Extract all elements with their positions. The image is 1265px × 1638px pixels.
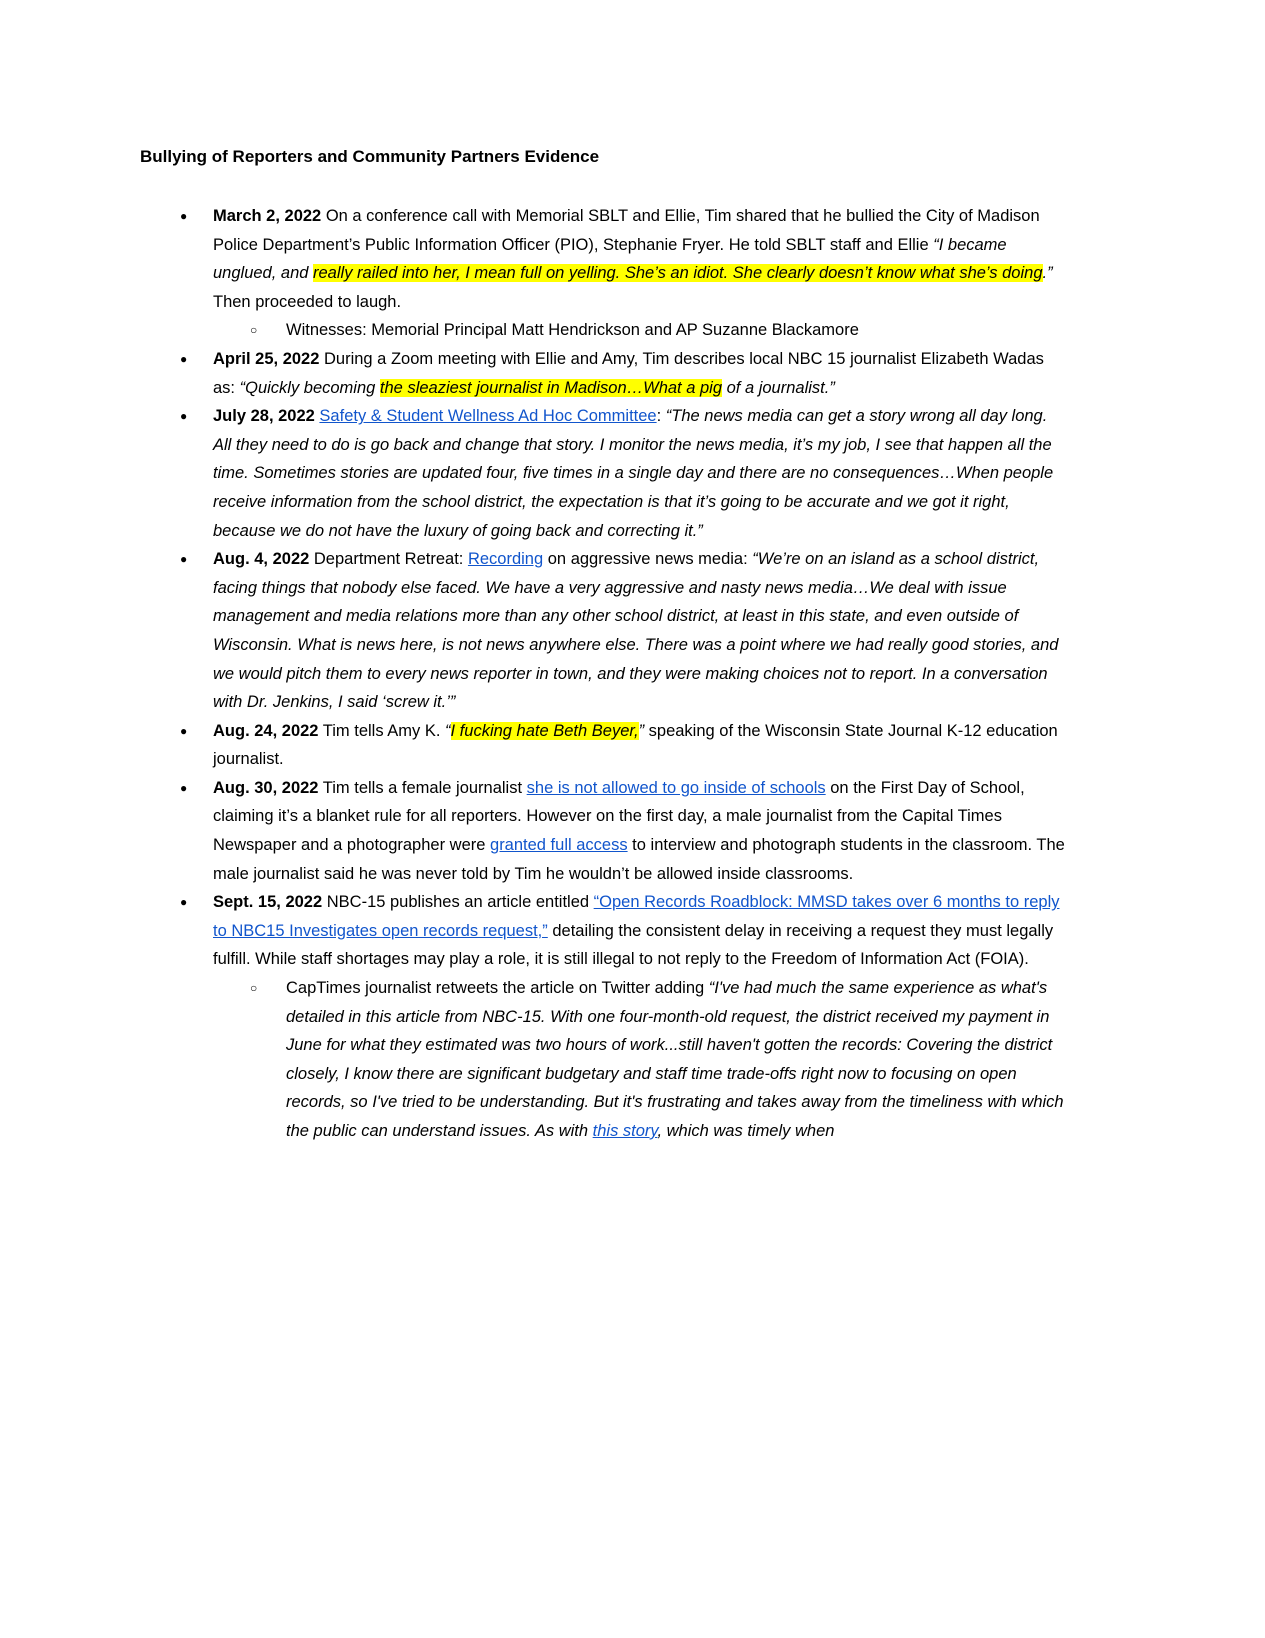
hyperlink[interactable]: this story: [592, 1122, 658, 1140]
text-segment: On a conference call with Memorial SBLT and Ellie, Tim shared that he bullied the City of Madison Police Department’s Public Information Officer (PIO), Stephanie Fryer. He told SBLT staff and Ellie: [213, 207, 1040, 254]
list-item-text: [286, 974, 1065, 1146]
text-segment: really railed into her, I mean full on yelling. She’s an idiot. She clearly doesn’t know what she’s doing: [313, 264, 1043, 283]
bullet-list: [140, 202, 1065, 1146]
bullet-marker: ●: [180, 723, 188, 738]
text-segment: “I've had much the same experience as what's detailed in this article from NBC-15. With one four-month-old request, the district received my payment in June for what they estimated was two hours of work...still haven't gotten the records: Covering the district closely, I know there are significant budgetary and staff time trade-offs right now to focusing on open records, so I've tried to be understanding. But it's frustrating and takes away from the timeliness with which the public can understand issues. As with: [286, 979, 1064, 1140]
bullet-marker: ●: [180, 780, 188, 795]
text-segment: of a journalist.”: [722, 378, 835, 397]
list-item: [140, 345, 1065, 402]
text-segment: Sept. 15, 2022: [213, 893, 323, 912]
text-segment: to interview and photograph students in the classroom. The male journalist said he was never told by Tim he wouldn’t be allowed inside classrooms.: [213, 836, 1065, 883]
text-segment: on aggressive news media:: [543, 550, 753, 569]
list-item-text: [213, 774, 1065, 888]
hyperlink[interactable]: granted full access: [490, 836, 628, 855]
list-item: [140, 888, 1065, 974]
text-segment: During a Zoom meeting with Ellie and Amy, Tim describes local NBC 15 journalist Elizabeth Wadas as:: [213, 349, 1044, 397]
bullet-marker: ●: [180, 895, 188, 910]
document-title: Bullying of Reporters and Community Partners Evidence: [140, 147, 600, 166]
text-segment: July 28, 2022: [213, 407, 315, 426]
bullet-marker: ●: [180, 351, 188, 366]
sub-bullet-marker: ○: [250, 323, 258, 338]
text-segment: ”: [638, 721, 645, 740]
text-segment: detailing the consistent delay in receiving a request they must legally fulfill. While staff shortages may play a role, it is still illegal to not reply to the Freedom of Information Act (FOIA).: [213, 921, 1054, 969]
list-item: [140, 402, 1065, 545]
list-item-text: [213, 717, 1065, 774]
text-segment: I fucking hate Beth Beyer,: [450, 721, 639, 740]
text-segment: Aug. 30, 2022: [213, 778, 319, 797]
text-segment: Tim tells Amy K.: [318, 721, 446, 740]
text-segment: “We’re on an island as a school district, facing things that nobody else faced. We have a very aggressive and nasty news media…We deal with issue management and media relations more than any other school district, at least in this state, and even outside of Wisconsin. What is news here, is not news anywhere else. There was a point where we had really good stories, and we would pitch them to every news reporter in town, and they were making choices not to report. In a conversation with Dr. Jenkins, I said ‘screw it.’”: [213, 550, 1059, 712]
hyperlink[interactable]: she is not allowed to go inside of schools: [526, 778, 826, 797]
bullet-marker: ●: [180, 209, 188, 223]
list-item: [140, 774, 1065, 888]
bullet-marker: ●: [180, 409, 188, 424]
list-item-text: [213, 345, 1065, 402]
text-segment: , which was timely when: [657, 1122, 835, 1140]
text-segment: March 2, 2022: [213, 207, 322, 225]
list-item-text: [286, 316, 1065, 345]
text-segment: CapTimes journalist retweets the article on Twitter adding: [286, 979, 709, 998]
text-segment: on the First Day of School, claiming it’s a blanket rule for all reporters. However on the first day, a male journalist from the Capital Times Newspaper and a photographer were: [213, 778, 1025, 855]
bullet-marker: ●: [180, 552, 188, 567]
text-segment: “I became unglued, and: [213, 235, 1007, 283]
text-segment: Tim tells a female journalist: [318, 778, 527, 797]
text-segment: April 25, 2022: [213, 349, 320, 368]
text-segment: Aug. 4, 2022: [213, 550, 310, 569]
hyperlink[interactable]: Safety & Student Wellness Ad Hoc Committee: [319, 407, 657, 426]
text-segment: Then proceeded to laugh.: [213, 292, 402, 311]
text-segment: NBC-15 publishes an article entitled: [322, 893, 594, 912]
text-segment: “The news media can get a story wrong all day long. All they need to do is go back and change that story. I monitor the news media, it’s my job, I see that happen all the time. Sometimes stories are updated four, five times in a single day and there are no consequences…When people receive information from the school district, the expectation is that it’s going to be accurate and we got it right, because we do not have the luxury of going back and correcting it.”: [213, 407, 1054, 540]
text-segment: Witnesses: Memorial Principal Matt Hendrickson and AP Suzanne Blackamore: [286, 321, 859, 340]
text-segment: “Quickly becoming: [239, 378, 380, 397]
text-segment: “: [445, 721, 451, 740]
text-segment: Department Retreat:: [309, 550, 468, 569]
text-segment: Aug. 24, 2022: [213, 721, 319, 740]
text-segment: speaking of the Wisconsin State Journal K-12 education journalist.: [213, 721, 1058, 769]
hyperlink[interactable]: “Open Records Roadblock: MMSD takes over 6 months to reply to NBC15 Investigates open records request,”: [213, 893, 1060, 940]
list-item: [140, 545, 1065, 717]
text-segment: .”: [1042, 264, 1053, 283]
list-item-text: [213, 402, 1065, 545]
text-segment: :: [656, 407, 666, 426]
sub-bullet-marker: ○: [250, 981, 258, 996]
sub-list-item: [140, 316, 1065, 345]
list-item: [140, 717, 1065, 774]
list-item: [140, 202, 1065, 316]
hyperlink[interactable]: Recording: [467, 550, 544, 569]
text-segment: the sleaziest journalist in Madison…What a pig: [379, 378, 723, 397]
list-item-text: [213, 202, 1065, 316]
list-item-text: [213, 888, 1065, 974]
sub-list-item: [140, 974, 1065, 1146]
list-item-text: [213, 545, 1065, 717]
